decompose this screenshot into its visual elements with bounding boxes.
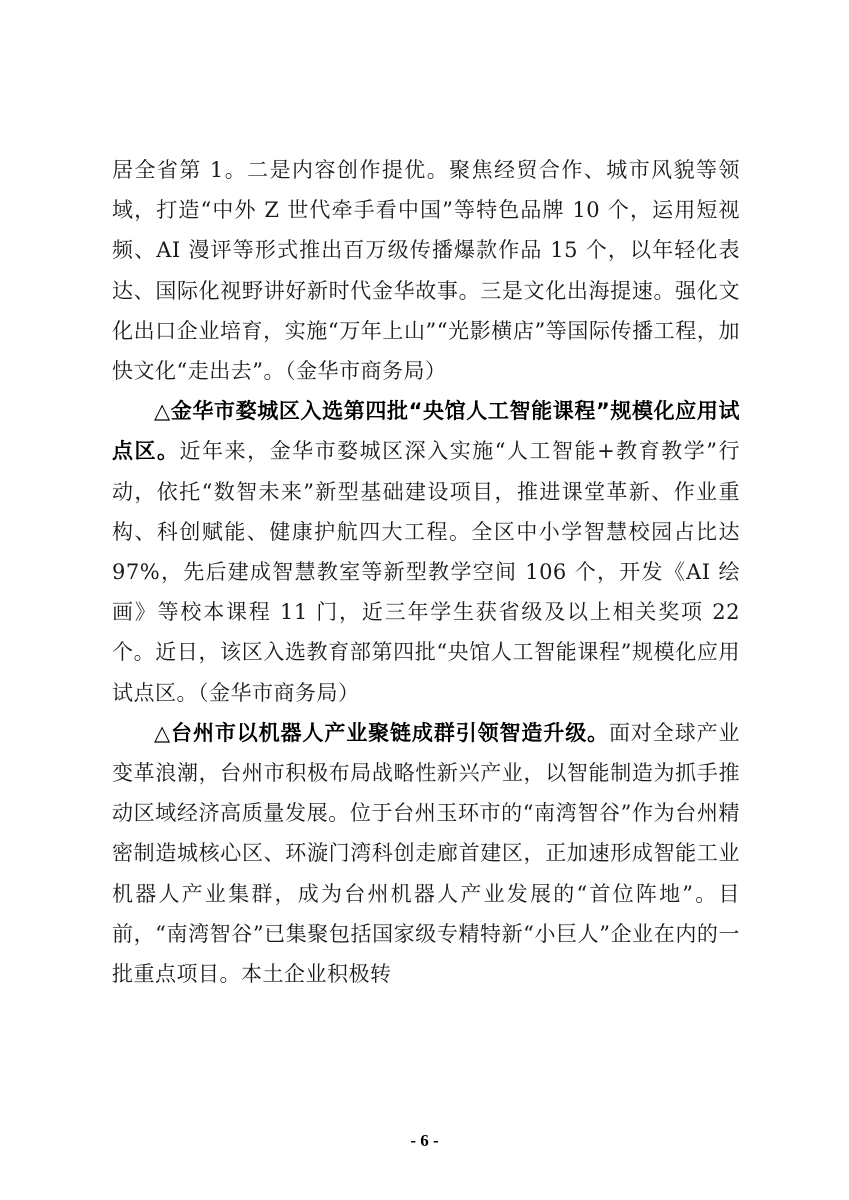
paragraph-body: 面对全球产业变革浪潮，台州市积极布局战略性新兴产业，以智能制造为抓手推动区域经济高质量发展。位于台州玉环市的“南湾智谷”作为台州精密制造城核心区、环漩门湾科创走廊首建区，正加速形成智能工业机器人产业集群，成为台州机器人产业发展的“首位阵地”。目前，“南湾智谷”已集聚包括国家级专精特新“小巨人”企业在内的一批重点项目。本土企业积极转 — [112, 720, 741, 987]
paragraph-wucheng-ai-course — [112, 391, 740, 713]
paragraph-body: 近年来，金华市婺城区深入实施“人工智能+教育教学”行动，依托“数智未来”新型基础建设项目，推进课堂革新、作业重构、科创赋能、健康护航四大工程。全区中小学智慧校园占比达 97%，先后建成智慧教室等新型教学空间 106 个，开发《AI 绘画》等校本课程 11 门，近三年学生获省级及以上相关奖项 22 个。近日，该区入选教育部第四批“央馆人工智能课程”规模化应用试点区。（金华市商务局） — [112, 439, 740, 705]
page-number: - 6 - — [410, 1131, 439, 1150]
paragraph-headline: △金华市婺城区入选第四批“央馆人工智能课程”规模化应用试点区。 — [112, 399, 740, 464]
paragraph-headline: △台州市以机器人产业聚链成群引领智造升级。 — [154, 720, 610, 745]
paragraph-body: 居全省第 1。二是内容创作提优。聚焦经贸合作、城市风貌等领域，打造“中外 Z 世代牵手看中国”等特色品牌 10 个，运用短视频、AI 漫评等形式推出百万级传播爆款作品 15 个，以年轻化表达、国际化视野讲好新时代金华故事。三是文化出海提速。强化文化出口企业培育，实施“万年上山”“光影横店”等国际传播工程，加快文化“走出去”。（金华市商务局） — [112, 158, 740, 384]
paragraph-taizhou-robotics — [112, 713, 740, 994]
paragraph-continuation — [112, 150, 740, 391]
article-body — [112, 150, 740, 994]
